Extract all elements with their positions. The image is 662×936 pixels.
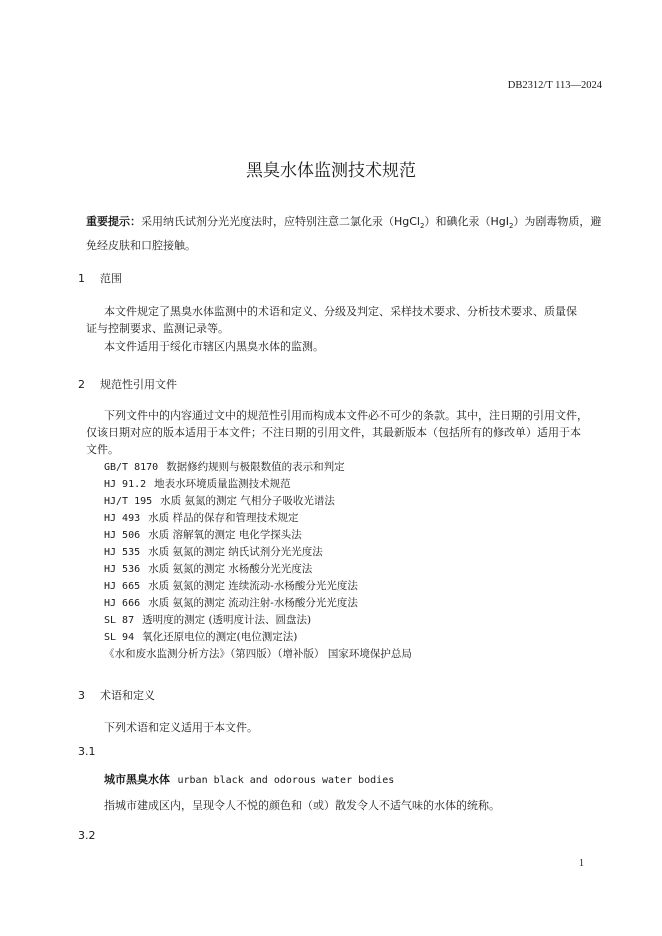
warning-label: 重要提示：: [86, 215, 141, 228]
reference-code: SL 94: [104, 632, 135, 643]
paragraph-line: 下列文件中的内容通过文中的规范性引用而构成本文件必不可少的条款。其中，注日期的引用文件，: [104, 409, 588, 422]
page-number: 1: [579, 858, 584, 869]
reference-code: HJ 665: [104, 581, 141, 592]
paragraph-line: 本文件适用于绥化市辖区内黑臭水体的监测。: [104, 340, 324, 353]
reference-title: 《水和废水监测分析方法》（第四版）（增补版） 国家环境保护总局: [104, 648, 412, 660]
reference-title: 水质 溶解氧的测定 电化学探头法: [148, 529, 302, 541]
section-heading-scope: 1 范围: [78, 272, 122, 285]
reference-title: 水质 氨氮的测定 纳氏试剂分光光度法: [148, 546, 323, 558]
document-code: DB2312/T 113—2024: [507, 80, 602, 91]
term-definition: 指城市建成区内，呈现令人不悦的颜色和（或）散发令人不适气味的水体的统称。: [104, 799, 500, 812]
reference-item: [104, 578, 358, 595]
section-heading-normative-references: 2 规范性引用文件: [78, 378, 177, 391]
paragraph-line: 本文件规定了黑臭水体监测中的术语和定义、分级及判定、采样技术要求、分析技术要求、质量保: [104, 305, 577, 318]
term-chinese: 城市黑臭水体: [104, 773, 170, 786]
reference-title: 数据修约规则与极限数值的表示和判定: [166, 461, 345, 473]
paragraph-line: 文件。: [86, 443, 119, 456]
document-title: 黑臭水体监测技术规范: [246, 161, 416, 181]
reference-title: 透明度的测定 (透明度计法、圆盘法): [142, 614, 312, 626]
reference-item: [104, 459, 345, 476]
term-number: 3.2: [78, 829, 96, 842]
reference-code: HJ 535: [104, 547, 141, 558]
reference-title: 水质 氨氮的测定 流动注射-水杨酸分光光度法: [148, 597, 358, 609]
term-english: urban black and odorous water bodies: [177, 775, 395, 786]
reference-item: [104, 561, 312, 578]
paragraph-line: 证与控制要求、监测记录等。: [86, 322, 229, 335]
reference-title: 氧化还原电位的测定(电位测定法): [142, 631, 298, 643]
reference-item: [104, 527, 302, 544]
reference-item: [104, 493, 335, 510]
term-number: 3.1: [78, 745, 96, 758]
reference-code: SL 87: [104, 615, 135, 626]
reference-code: HJ 91.2: [104, 479, 147, 490]
reference-code: GB/T 8170: [104, 462, 159, 473]
section-heading-terms: 3 术语和定义: [78, 689, 155, 702]
reference-item: [104, 629, 297, 646]
reference-code: HJ 493: [104, 513, 141, 524]
reference-title: 水质 样品的保存和管理技术规定: [148, 512, 299, 524]
reference-item: [104, 646, 412, 663]
reference-title: 水质 氨氮的测定 水杨酸分光光度法: [148, 563, 313, 575]
reference-title: 地表水环境质量监测技术规范: [154, 478, 291, 490]
reference-item: [104, 612, 311, 629]
reference-title: 水质 氨氮的测定 连续流动-水杨酸分光光度法: [148, 580, 358, 592]
reference-code: HJ 506: [104, 530, 141, 541]
reference-code: HJ 666: [104, 598, 141, 609]
paragraph-line: 仅该日期对应的版本适用于本文件；不注日期的引用文件，其最新版本（包括所有的修改单）适用于本: [86, 426, 581, 439]
reference-item: [104, 510, 298, 527]
reference-code: HJ/T 195: [104, 496, 153, 507]
reference-code: HJ 536: [104, 564, 141, 575]
reference-item: [104, 595, 358, 612]
term-heading: [104, 771, 394, 787]
reference-item: [104, 544, 323, 561]
safety-warning: 重要提示：采用纳氏试剂分光光度法时，应特别注意二氯化汞（HgCl$_2$）和碘化汞（HgI$_2$）为剧毒物质，避免经皮肤和口腔接触。: [86, 215, 602, 253]
reference-title: 水质 氨氮的测定 气相分子吸收光谱法: [160, 495, 335, 507]
reference-item: [104, 476, 291, 493]
paragraph-line: 下列术语和定义适用于本文件。: [104, 721, 258, 734]
